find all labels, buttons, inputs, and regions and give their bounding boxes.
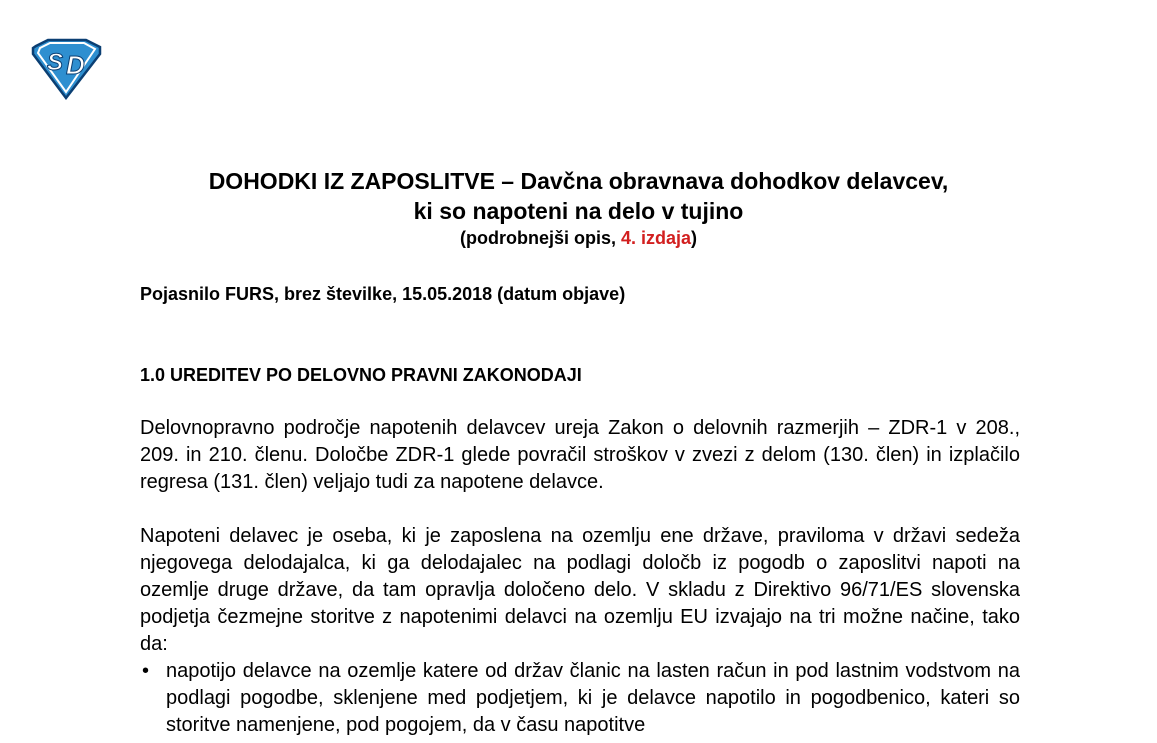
document-title: [0, 166, 1157, 250]
bullet-text: napotijo delavce na ozemlje katere od držav članic na lasten račun in pod lastnim vodstvom na podlagi pogodbe, sklenjene med podjetjem, ki je delavce napotilo in pogodbenico, kateri so storitve namenjene, pod pogojem, da v času napotitve: [166, 660, 1020, 736]
section-heading: 1.0 UREDITEV PO DELOVNO PRAVNI ZAKONODAJI: [140, 365, 582, 385]
paragraph-2: Napoteni delavec je oseba, ki je zaposlena na ozemlju ene države, praviloma v državi sedeža njegovega delodajalca, ki ga delodajalec na podlagi določb iz pogodb o zaposlitvi napoti na ozemlje druge države, da tam opravlja določeno delo. V skladu z Direktivo 96/71/ES slovenska podjetja čezmejne storitve z napotenimi delavci na ozemlju EU izvajajo na tri možne načine, tako da:: [140, 525, 1020, 655]
document-subtitle: [0, 226, 1157, 250]
subtitle-open: (podrobnejši opis,: [459, 228, 621, 248]
bullet-dot-icon: •: [142, 660, 150, 682]
title-line-1: DOHODKI IZ ZAPOSLITVE – Davčna obravnava dohodkov delavcev,: [208, 168, 949, 194]
paragraph-1: Delovnopravno področje napotenih delavcev ureja Zakon o delovnih razmerjih – ZDR-1 v 208., 209. in 210. členu. Določbe ZDR-1 glede povračil stroškov v zvezi z delom (130. člen) in izplačilo regresa (131. člen) veljajo tudi za napotene delavce.: [140, 417, 1020, 493]
svg-text:S: S: [47, 49, 64, 76]
sd-logo-icon: [30, 38, 104, 100]
subtitle-close: ): [691, 228, 698, 248]
edition-label: 4. izdaja: [620, 228, 692, 248]
source-line: Pojasnilo FURS, brez številke, 15.05.2018 (datum objave): [140, 284, 626, 304]
title-line-2: ki so napoteni na delo v tujino: [413, 198, 744, 224]
bullet-list: [140, 658, 1020, 739]
svg-text:D: D: [66, 50, 85, 80]
list-item: [140, 658, 1020, 739]
